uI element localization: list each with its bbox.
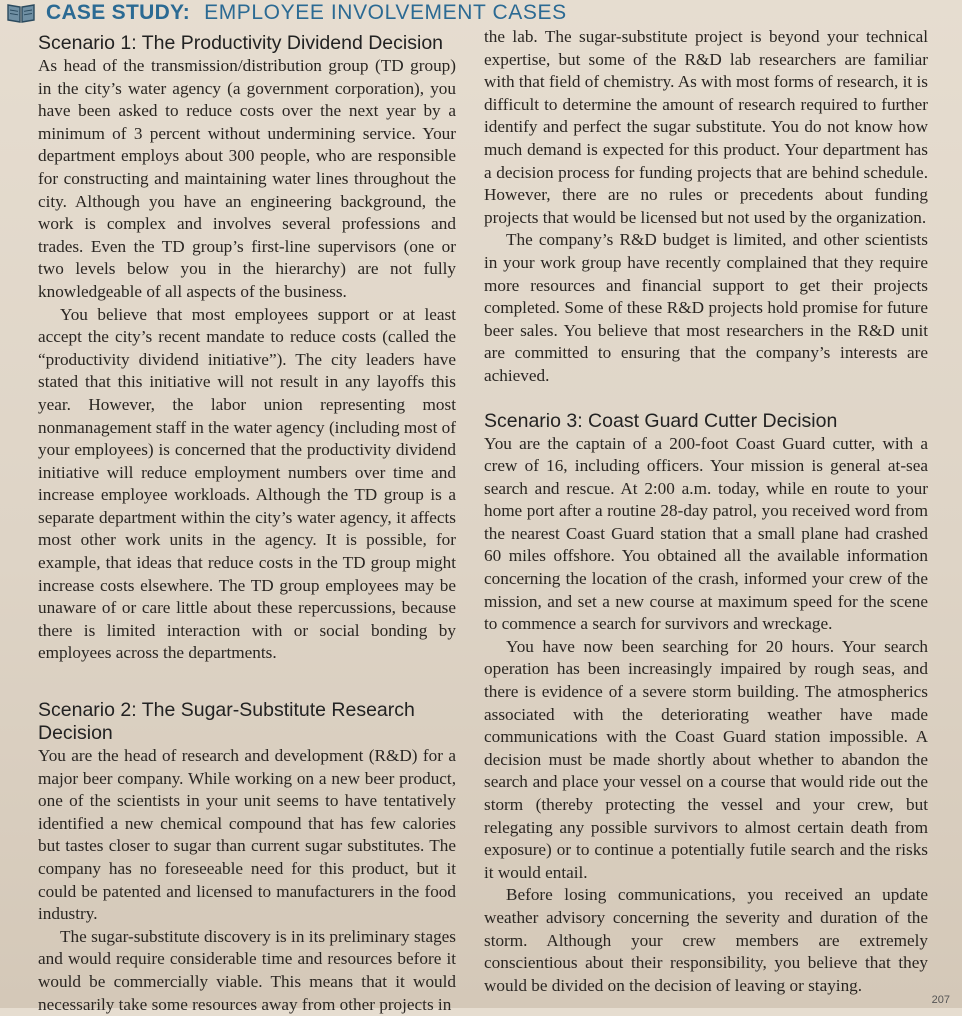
scenario-3-paragraph-2: You have now been searching for 20 hours. Your search operation has been increasingly impaired by rough seas, and there is evidence of a severe storm building. The atmospherics associated with the deteriorating weather have made communications with the Coast Guard station impossible. A decision must be made shortly about whether to abandon the search and place your vessel on a course that would ride out the storm (thereby protecting the vessel and your crew, but relegating any possible survivors to almost certain death from exposure) or to continue a potentially futile search and the risks it would entail.: [484, 636, 928, 882]
scenario-2-paragraph-2: The sugar-substitute discovery is in its preliminary stages and would require considerable time and resources before it would be commercially viable. This means that it would necessarily take some resources away from other projects in: [38, 926, 456, 1014]
chapter-case-title: EMPLOYEE INVOLVEMENT CASES: [204, 1, 567, 24]
book-icon: [6, 2, 36, 24]
scenario-3-heading: Scenario 3: Coast Guard Cutter Decision: [484, 409, 838, 432]
scenario-1-paragraph-2: You believe that most employees support or at least accept the city’s recent mandate to reduce costs (called the “productivity dividend initiative”). The city leaders have stated that this initiative will not result in any layoffs this year. However, the labor union representing most nonmanagement staff in the water agency (including most of your employees) is concerned that the productivity dividend initiative will reduce employment numbers over time and increase employee workloads. Although the TD group is a separate department within the city’s water agency, it affects most other work units in the agency. It is possible, for example, that ideas that reduce costs in the TD group might increase costs elsewhere. The TD group employees may be unaware of or care little about these repercussions, because there is limited interaction with or social bonding by employees across the departments.: [38, 304, 456, 663]
scenario-1-paragraph-1: As head of the transmission/distribution group (TD group) in the city’s water agency (a government corporation), you have been asked to reduce costs over the next year by a minimum of 3 percent without undermining service. Your department employs about 300 people, who are responsible for constructing and maintaining water lines throughout the city. Although you have an engineering background, the work is complex and involves several professions and trades. Even the TD group’s first-line supervisors (one or two levels below you in the hierarchy) are not fully knowledgeable of all aspects of the business.: [38, 56, 456, 301]
case-study-header: [6, 0, 567, 26]
scenario-2-heading: Scenario 2: The Sugar-Substitute Research Decision: [38, 699, 415, 745]
right-column: [484, 26, 928, 997]
scenario-2-paragraph-1: You are the head of research and development (R&D) for a major beer company. While working on a new beer product, one of the scientists in your unit seems to have tentatively identified a new chemical compound that has few calories but tastes closer to sugar than current sugar substitutes. The company has no foreseeable need for this product, but it could be patented and licensed to manufacturers in the food industry.: [38, 746, 456, 924]
case-study-label: CASE STUDY:: [46, 1, 191, 24]
page-number: 207: [931, 994, 950, 1006]
scenario-3-paragraph-1: You are the captain of a 200-foot Coast Guard cutter, with a crew of 16, including officers. Your mission is general at-sea search and rescue. At 2:00 a.m. today, while en route to your home port after a routine 28-day patrol, you received word from the nearest Coast Guard station that a small plane had crashed 60 miles offshore. You obtained all the available information concerning the location of the crash, informed your crew of the mission, and set a new course at maximum speed for the scene to commence a search for survivors and wreckage.: [484, 433, 928, 634]
scenario-2-paragraph-2-continued: the lab. The sugar-substitute project is beyond your technical expertise, but some of the R&D lab researchers are familiar with that field of chemistry. As with most forms of research, it is difficult to determine the amount of research required to further identify and perfect the sugar substitute. You do not know how much demand is expected for this product. Your department has a decision process for funding projects that are behind schedule. However, there are no rules or precedents about funding projects that would be licensed but not used by the organization.: [484, 27, 928, 227]
scenario-1-heading: Scenario 1: The Productivity Dividend Decision: [38, 32, 444, 54]
scenario-2-paragraph-3: The company’s R&D budget is limited, and other scientists in your work group have recently complained that they require more resources and financial support to get their projects completed. Some of these R&D projects hold promise for future beer sales. You believe that most researchers in the R&D unit are committed to ensuring that the company’s interests are achieved.: [484, 230, 928, 385]
left-column: [38, 26, 456, 1016]
scenario-3-paragraph-3: Before losing communications, you received an update weather advisory concerning the severity and duration of the storm. Although your crew members are extremely conscientious about their responsibility, you believe that they would be divided on the decision of leaving or staying.: [484, 885, 928, 995]
